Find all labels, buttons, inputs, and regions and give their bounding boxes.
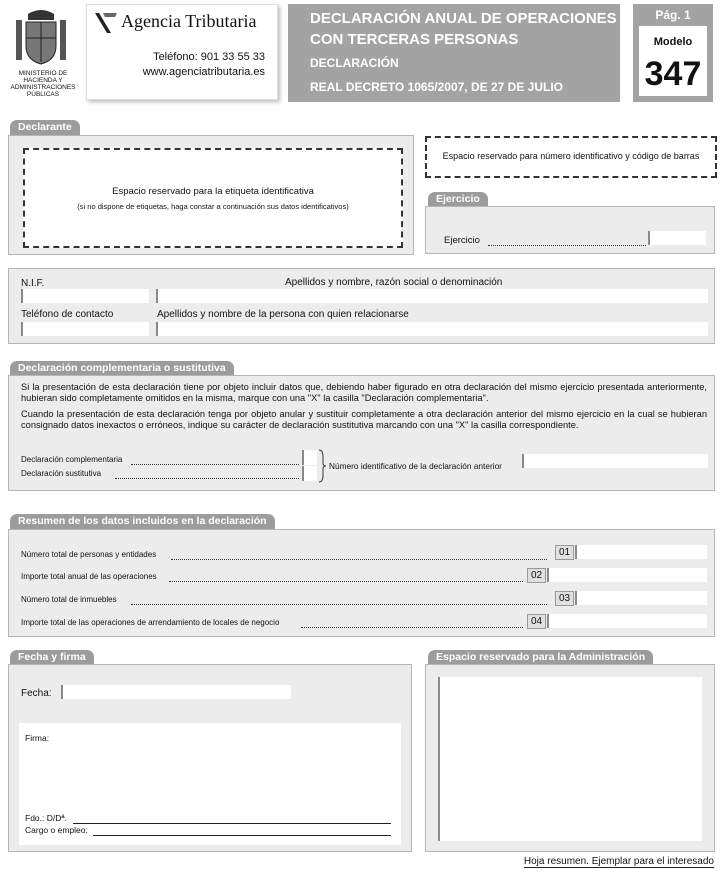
barcode-text: Espacio reservado para número identificativo y código de barras <box>442 151 700 161</box>
resumen-panel <box>8 529 715 637</box>
complementaria-para-1: Si la presentación de esta declaración tiene por objeto incluir datos que, debiendo haber figurado en otra declaración del mismo ejercicio presentada anteriormente, hubieran sido completamente omitidos en la misma, marque con una "X" la casilla "Declaración complementaria". <box>21 382 707 403</box>
ejercicio-tab: Ejercicio <box>428 192 488 207</box>
footer-text: Hoja resumen. Ejemplar para el interesado <box>523 856 714 867</box>
agency-web: www.agenciatributaria.es <box>142 66 265 78</box>
complementaria-panel <box>8 375 715 491</box>
model-label: Modelo <box>653 36 693 48</box>
bracket-icon <box>318 449 326 483</box>
firma-panel <box>8 664 412 852</box>
title-line-3: DECLARACIÓN <box>310 56 399 70</box>
resumen-row-label: Importe total anual de las operaciones <box>21 572 157 581</box>
resumen-code: 03 <box>555 591 574 606</box>
resumen-input-04[interactable] <box>547 614 707 628</box>
resumen-code: 04 <box>527 614 546 629</box>
agency-name: Agencia Tributaria <box>121 11 257 31</box>
sustitutiva-checkbox[interactable] <box>302 466 317 481</box>
contact-label: Apellidos y nombre de la persona con quien relacionarse <box>157 309 409 320</box>
resumen-input-01[interactable] <box>575 545 707 559</box>
complementaria-option-label: Declaración complementaria <box>21 455 123 464</box>
declarante-panel <box>8 135 414 255</box>
firma-tab: Fecha y firma <box>10 650 94 665</box>
resumen-code: 01 <box>555 545 574 560</box>
identification-panel <box>8 268 715 344</box>
firma-label: Firma: <box>25 733 50 743</box>
label-space-text: Espacio reservado para la etiqueta identificativa <box>112 186 314 197</box>
coat-of-arms-icon <box>14 6 68 68</box>
nif-input[interactable] <box>21 289 149 303</box>
resumen-row-label: Número total de inmuebles <box>21 595 117 604</box>
fdo-label: Fdo.: D/Dª. <box>25 813 67 823</box>
resumen-input-03[interactable] <box>575 591 707 605</box>
resumen-row-label: Número total de personas y entidades <box>21 550 157 559</box>
admin-tab: Espacio reservado para la Administración <box>428 650 653 665</box>
model-box <box>633 4 713 102</box>
resumen-code: 02 <box>527 568 546 583</box>
admin-panel <box>425 664 715 852</box>
agency-phone: Teléfono: 901 33 55 33 <box>153 51 265 63</box>
nif-label: N.I.F. <box>21 278 45 289</box>
cargo-label: Cargo o empleo: <box>25 825 88 835</box>
complementaria-para-2: Cuando la presentación de esta declaración tenga por objeto anular y sustituir completamente a otra declaración anterior del mismo ejercicio en la cual se hubieran consignado datos inexactos o erróneos, indique su carácter de declaración sustitutiva marcando con una "X" la casilla correspondiente. <box>21 409 707 430</box>
declarante-tab: Declarante <box>10 120 80 135</box>
prev-id-input[interactable] <box>522 454 708 468</box>
ejercicio-panel <box>425 206 715 254</box>
title-line-2: CON TERCERAS PERSONAS <box>310 31 519 48</box>
ejercicio-input[interactable] <box>648 231 706 245</box>
resumen-tab: Resumen de los datos incluidos en la declaración <box>10 514 275 529</box>
fecha-label: Fecha: <box>21 688 52 699</box>
ministry-name: MINISTERIO DE HACIENDA Y ADMINISTRACIONES PÚBLICAS <box>10 70 76 98</box>
resumen-input-02[interactable] <box>547 568 707 582</box>
label-space[interactable] <box>23 148 403 248</box>
complementaria-tab: Declaración complementaria o sustitutiva <box>10 361 234 376</box>
label-space-note: (si no dispone de etiquetas, haga constar a continuación sus datos identificativos) <box>77 202 349 211</box>
sustitutiva-option-label: Declaración sustitutiva <box>21 469 102 478</box>
resumen-row-label: Importe total de las operaciones de arrendamiento de locales de negocio <box>21 618 280 627</box>
contact-input[interactable] <box>156 322 708 336</box>
name-input[interactable] <box>156 289 708 303</box>
signature-area[interactable] <box>19 723 401 845</box>
complementaria-checkbox[interactable] <box>302 450 317 465</box>
phone-label: Teléfono de contacto <box>21 309 114 320</box>
fdo-line <box>73 823 391 824</box>
title-box <box>288 4 620 102</box>
ejercicio-label: Ejercicio <box>444 235 480 246</box>
admin-space <box>438 677 702 841</box>
title-line-1: DECLARACIÓN ANUAL DE OPERACIONES <box>310 10 617 27</box>
name-label: Apellidos y nombre, razón social o denominación <box>285 277 503 288</box>
fecha-input[interactable] <box>61 685 291 699</box>
model-number: 347 <box>644 55 702 93</box>
cargo-line <box>93 835 391 836</box>
agency-logo-icon <box>93 11 119 35</box>
agency-box <box>86 4 278 100</box>
page-number: Pág. 1 <box>655 8 691 22</box>
title-line-4: REAL DECRETO 1065/2007, DE 27 DE JULIO <box>310 80 563 94</box>
phone-input[interactable] <box>21 322 149 336</box>
barcode-space <box>425 136 717 178</box>
prev-id-label: Número identificativo de la declaración anterior <box>329 461 502 471</box>
